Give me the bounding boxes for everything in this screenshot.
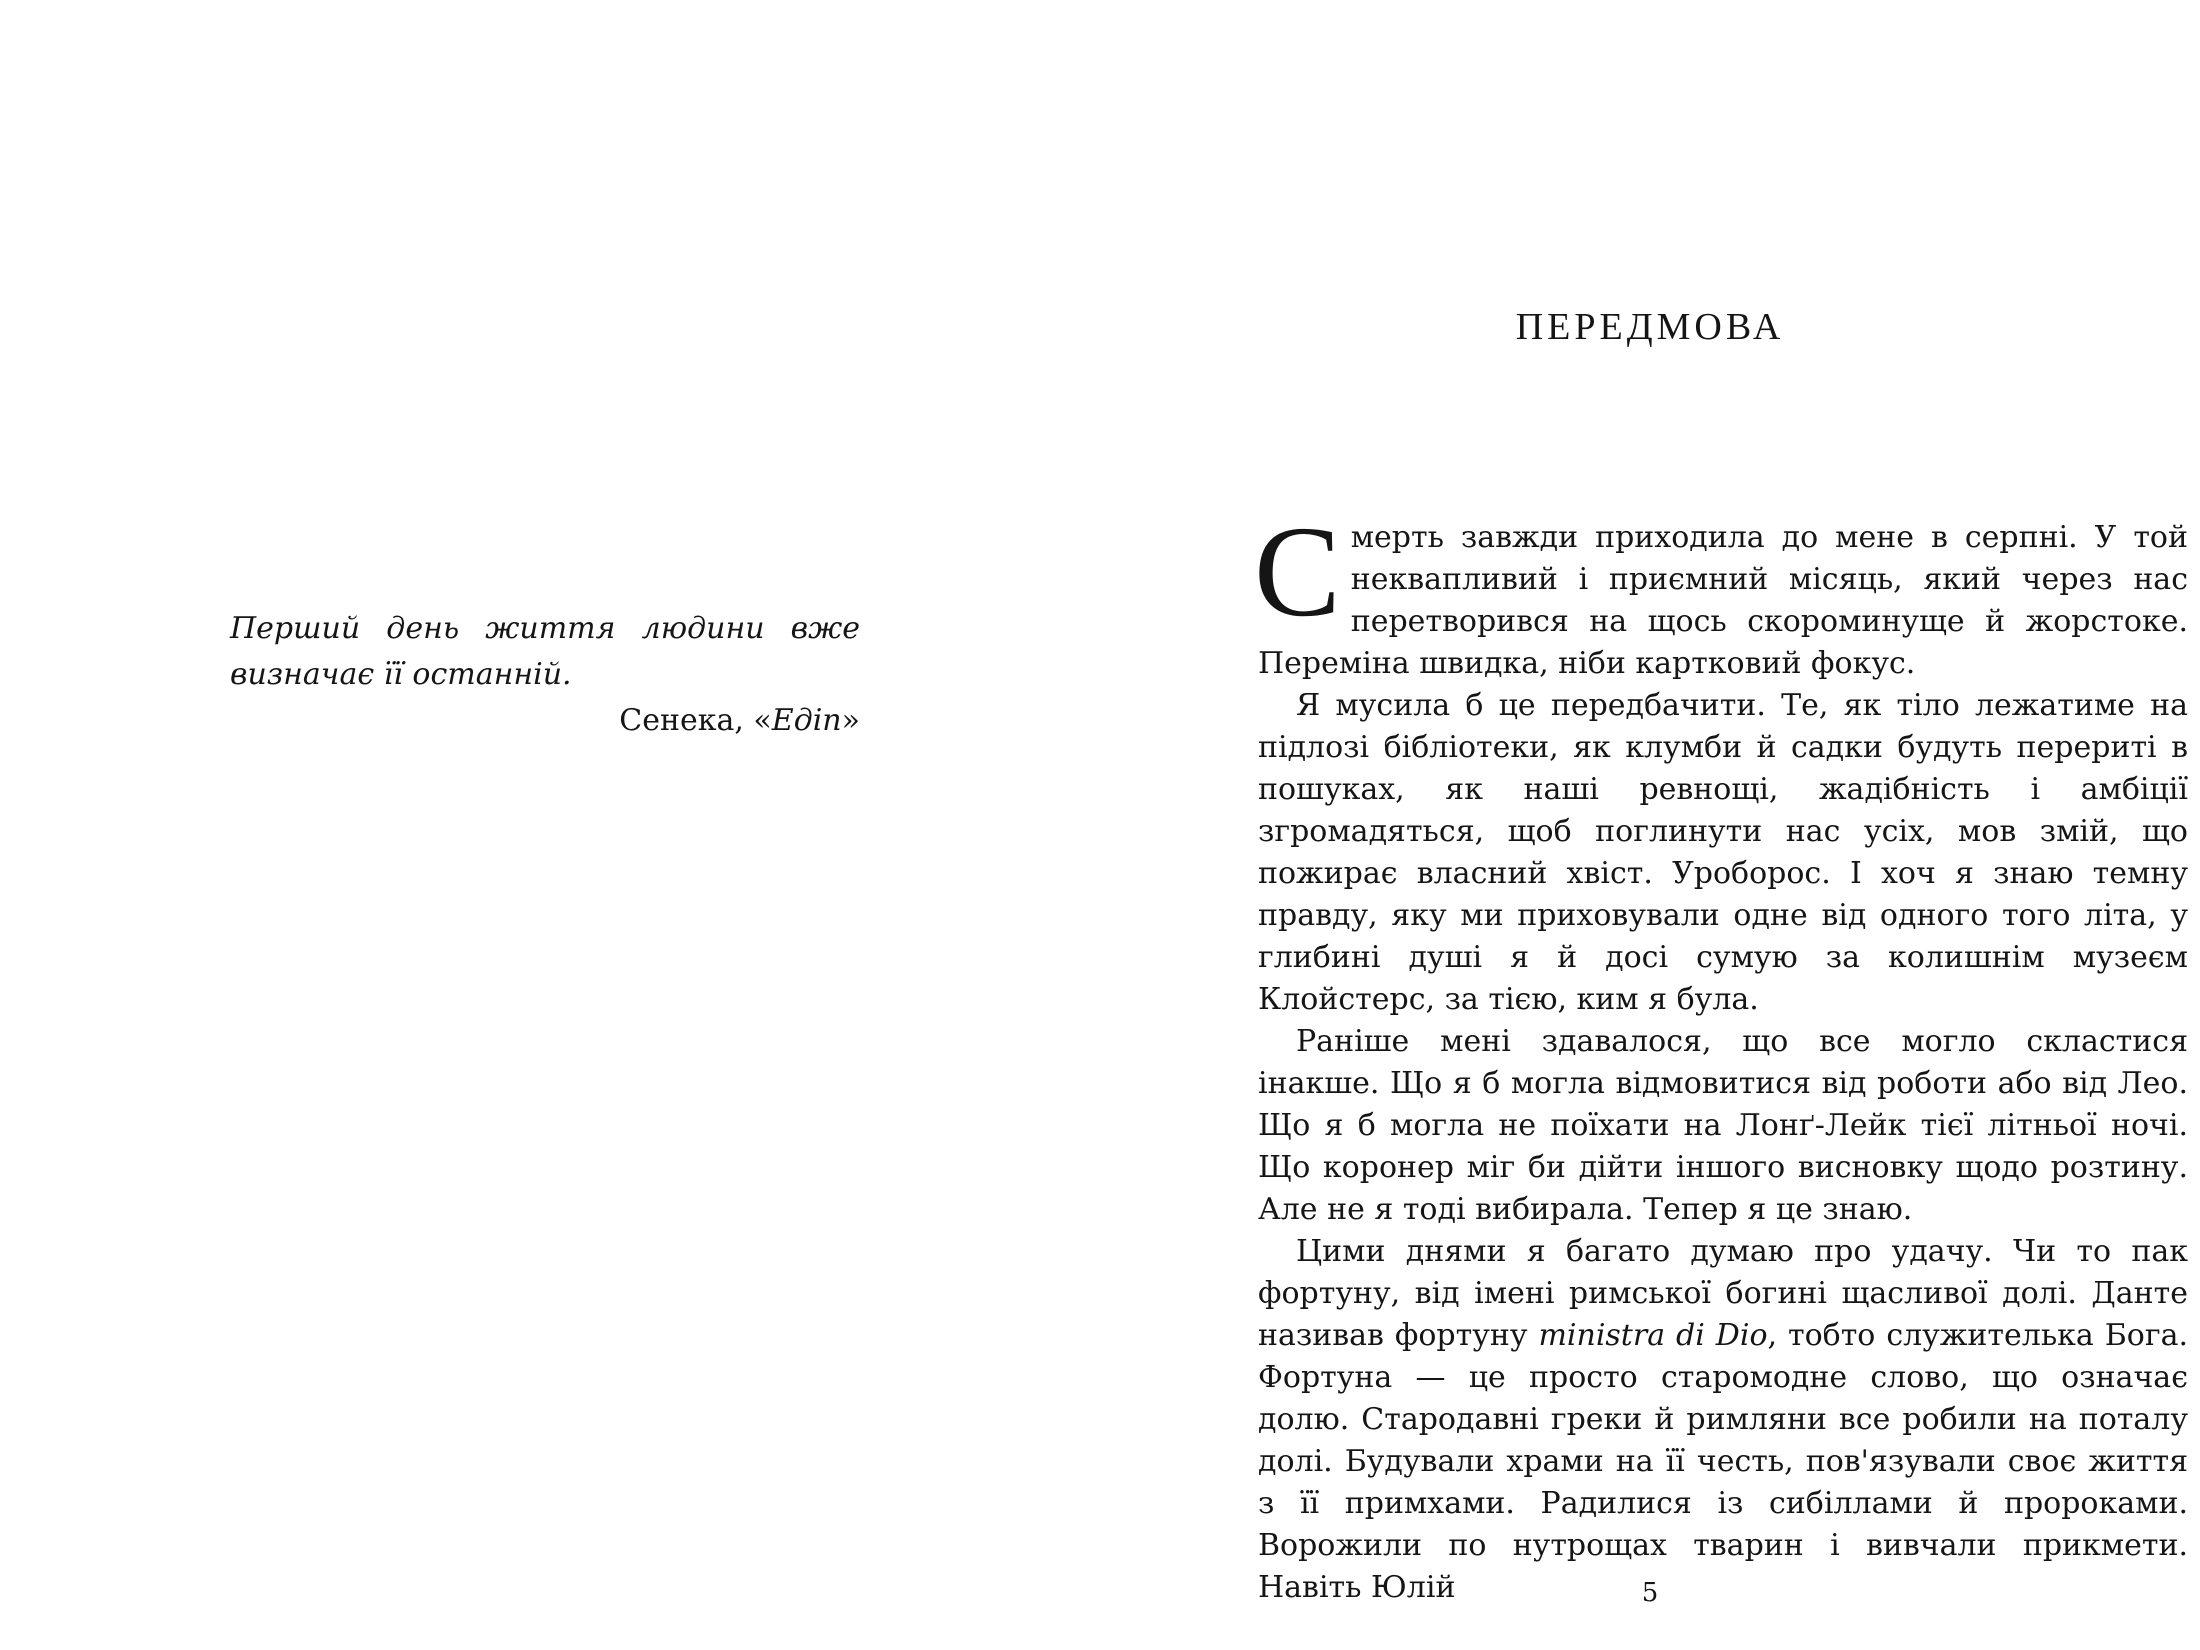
paragraph-4-text-b: , тобто служителька Бога. Фортуна — це просто старомодне слово, що означає долю. Стародавні греки й римляни все робили на поталу долі. Будували храми на її честь, пов'язували своє життя з її примхами. Радилися із сибіллами й пророками. Ворожили по нутрощах тварин і вивчали прикмети. Навіть Юлій [1258, 1318, 2188, 1605]
epigraph-text: Перший день життя людини вже визначає її останній. [230, 611, 860, 692]
paragraph-4-foreign-phrase: ministra di Dio [1538, 1318, 1768, 1353]
epigraph [230, 606, 860, 744]
epigraph-work: Едіп [771, 703, 842, 738]
right-page [1100, 0, 2200, 1650]
body-text [1254, 500, 2188, 1609]
page-number: 5 [1641, 1578, 1659, 1608]
chapter-title: ПЕРЕДМОВА [1515, 306, 1785, 348]
drop-cap: С [1254, 500, 1341, 644]
epigraph-close-quote: » [841, 703, 860, 738]
epigraph-attribution [230, 698, 860, 744]
paragraph-1 [1254, 500, 2188, 685]
paragraph-1-text: мерть завжди приходила до мене в серпні. У той неквапливий і приємний місяць, який через нас перетворився на щось скороминуще й жорстоке. Переміна швидка, ніби картковий фокус. [1258, 520, 2188, 681]
paragraph-2: Я мусила б це передбачити. Те, як тіло лежатиме на підлозі бібліотеки, як клумби й садки будуть перериті в пошуках, як наші ревнощі, жадібність і амбіції згромадяться, щоб поглинути нас усіх, мов змій, що пожирає власний хвіст. Уроборос. І хоч я знаю темну правду, яку ми приховували одне від одного того літа, у глибині душі я й досі сумую за колишнім музеєм Клойстерс, за тією, ким я була. [1258, 688, 2188, 1017]
epigraph-author: Сенека, « [619, 703, 772, 738]
paragraph-3: Раніше мені здавалося, що все могло скластися інакше. Що я б могла відмовитися від роботи або від Лео. Що я б могла не поїхати на Лонґ-Лейк тієї літньої ночі. Що коронер міг би дійти іншого висновку щодо розтину. Але не я тоді вибирала. Тепер я це знаю. [1258, 1024, 2188, 1227]
paragraph-4-text-a: Цими днями я багато думаю про удачу. Чи то пак фортуну, від імені римської богині щасливої долі. Данте називав фортуну [1258, 1234, 2188, 1353]
paragraph-4 [1258, 1231, 2188, 1609]
